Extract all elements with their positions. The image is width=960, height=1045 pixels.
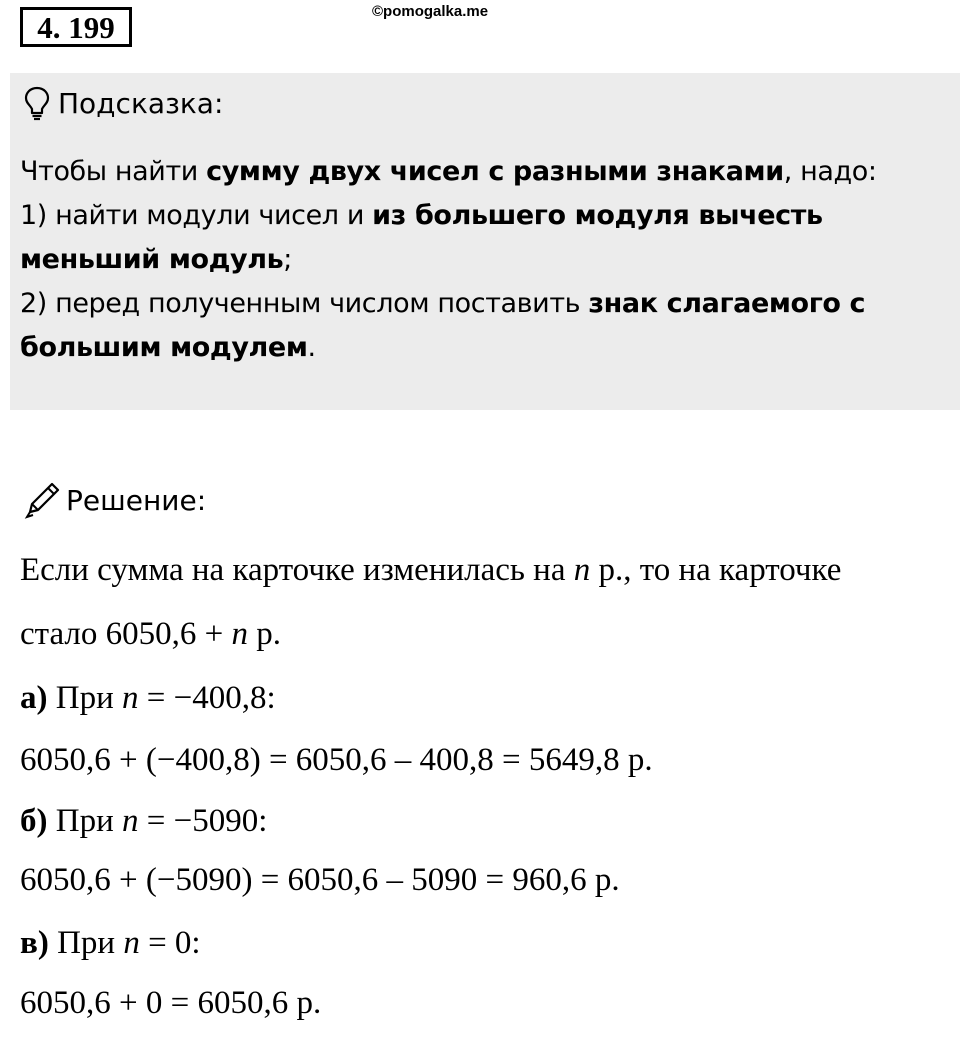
variable: n: [573, 552, 591, 588]
variable: n: [122, 680, 139, 716]
text: = −5090:: [138, 803, 268, 839]
case-b-heading: [20, 801, 267, 841]
case-label: а): [20, 680, 48, 716]
hint-intro-end: , надо:: [783, 156, 877, 187]
solution-line-2: [20, 614, 281, 654]
case-b-calc: 6050,6 + (−5090) = 6050,6 – 5090 = 960,6 р.: [20, 862, 620, 898]
pencil-icon: [22, 480, 62, 520]
solution-title: [22, 480, 206, 521]
text: р., то на карточке: [590, 552, 842, 588]
hint-step2-bold: знак слагаемого с большим модулем: [20, 288, 866, 363]
variable: n: [123, 925, 140, 961]
hint-title: [22, 84, 223, 124]
text: стало 6050,6 +: [20, 616, 232, 652]
text: При: [48, 925, 124, 961]
text: При: [47, 803, 122, 839]
case-c-calc: 6050,6 + 0 = 6050,6 р.: [20, 985, 322, 1021]
hint-title-text: Подсказка:: [58, 87, 224, 120]
variable: n: [122, 803, 139, 839]
hint-step1-end: ;: [283, 244, 292, 275]
hint-step1-text: 1) найти модули чисел и: [20, 200, 373, 231]
case-a-calc: 6050,6 + (−400,8) = 6050,6 – 400,8 = 5649,8 р.: [20, 742, 653, 778]
task-number: 4. 199: [20, 7, 132, 47]
hint-text: [20, 150, 950, 370]
case-label: в): [20, 925, 49, 961]
case-a-heading: [20, 678, 276, 718]
lightbulb-icon: [22, 85, 52, 121]
hint-intro-bold: сумму двух чисел с разными знаками: [206, 156, 784, 187]
text: р.: [248, 616, 281, 652]
solution-line-1: [20, 550, 841, 590]
case-c-heading: [20, 923, 201, 963]
hint-intro-text: Чтобы найти: [20, 156, 207, 187]
hint-step2-text: 2) перед полученным числом поставить: [20, 288, 589, 319]
case-label: б): [20, 803, 48, 839]
variable: n: [231, 616, 248, 652]
hint-step1-bold: из большего модуля вычесть меньший модуль: [20, 200, 823, 275]
watermark: ©pomogalka.me: [372, 3, 489, 20]
hint-step2-end: .: [307, 332, 316, 363]
text: = 0:: [139, 925, 201, 961]
text: = −400,8:: [138, 680, 276, 716]
text: При: [47, 680, 122, 716]
solution-title-text: Решение:: [66, 484, 207, 517]
text: Если сумма на карточке изменилась на: [20, 552, 574, 588]
